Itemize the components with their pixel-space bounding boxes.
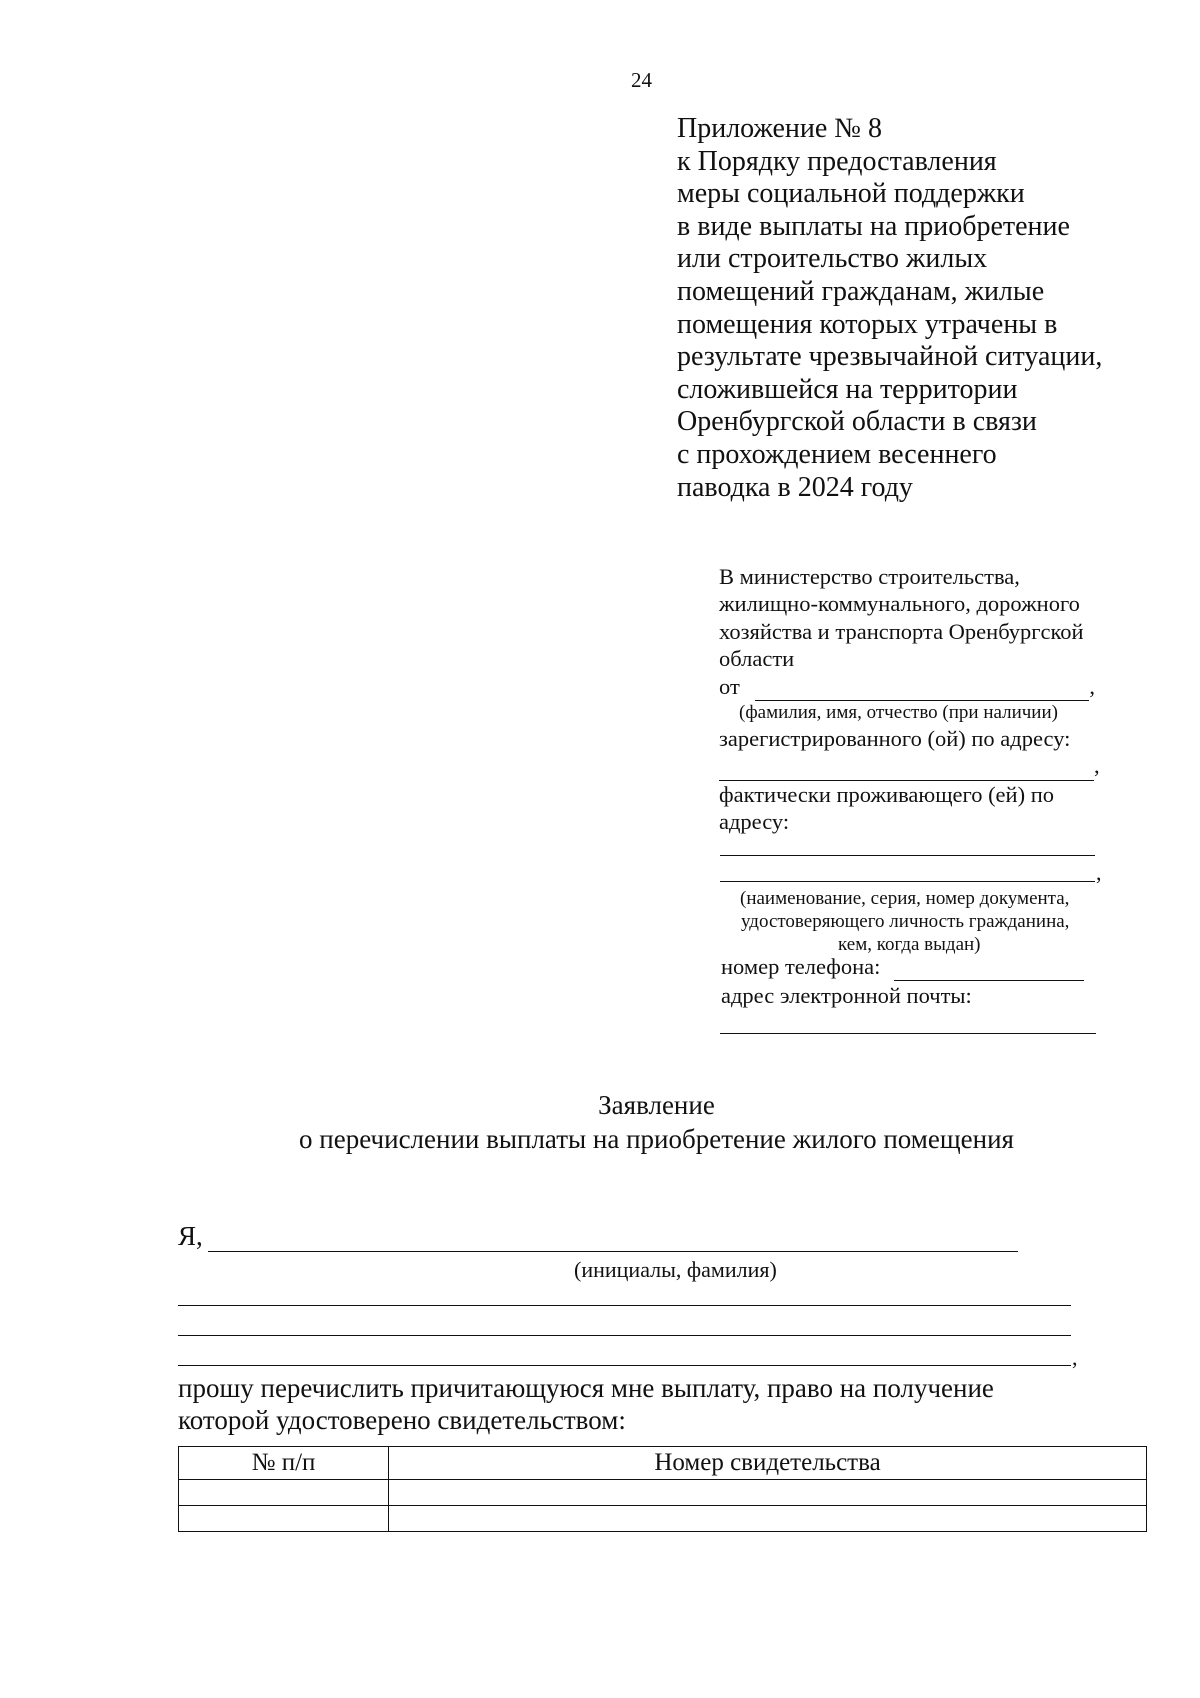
email-field[interactable]: [720, 1033, 1096, 1034]
email-label: адрес электронной почты:: [721, 983, 972, 1008]
actual-address-label: адресу:: [719, 809, 790, 835]
appendix-line: сложившейся на территории: [677, 373, 1018, 405]
comma: ,: [1094, 753, 1100, 779]
appendix-line: помещений гражданам, жилые: [677, 275, 1045, 307]
document-subtitle: о перечислении выплаты на приобретение жилого помещения: [299, 1124, 1014, 1154]
table-cell[interactable]: [179, 1480, 389, 1506]
appendix-line: помещения которых утрачены в: [677, 308, 1058, 340]
appendix-line: или строительство жилых: [677, 243, 988, 275]
request-text: прошу перечислить причитающуюся мне выплату, право на получение: [178, 1373, 994, 1403]
phone-row: [721, 954, 1084, 981]
table-cell[interactable]: [389, 1506, 1147, 1532]
document-caption-line: кем, когда выдан): [838, 934, 981, 955]
phone-field[interactable]: [894, 954, 1084, 981]
column-header-number: № п/п: [179, 1447, 389, 1480]
applicant-initials-field[interactable]: [208, 1251, 1018, 1252]
appendix-line: паводка в 2024 году: [677, 471, 913, 503]
column-header-certificate: Номер свидетельства: [389, 1447, 1147, 1480]
appendix-line: Приложение № 8: [677, 113, 882, 144]
details-line-2[interactable]: [178, 1335, 1071, 1336]
from-row: [719, 673, 1100, 701]
comma: ,: [1089, 673, 1096, 699]
document-caption-line: удостоверяющего личность гражданина,: [741, 911, 1070, 932]
details-line-3[interactable]: [178, 1365, 1071, 1366]
addressee-line: хозяйства и транспорта Оренбургской: [719, 618, 1084, 644]
appendix-line: результате чрезвычайной ситуации,: [677, 341, 1103, 373]
appendix-line: меры социальной поддержки: [677, 178, 1025, 210]
document-caption: [740, 887, 1069, 956]
applicant-name-field[interactable]: [755, 673, 1089, 701]
actual-address-line-1[interactable]: [720, 855, 1095, 856]
appendix-line: в виде выплаты на приобретение: [677, 210, 1070, 242]
comma: ,: [1072, 1345, 1078, 1370]
table-row: [179, 1480, 1147, 1506]
document-caption-line: (наименование, серия, номер документа,: [740, 888, 1070, 909]
addressee-line: жилищно-коммунального, дорожного: [719, 591, 1080, 617]
table-row: [179, 1506, 1147, 1532]
certificate-table: [178, 1446, 1147, 1532]
actual-address-label: фактически проживающего (ей) по: [719, 781, 1054, 807]
addressee-line: В министерство строительства,: [719, 564, 1020, 589]
appendix-header: [677, 113, 1102, 504]
registered-address-field[interactable]: [719, 752, 1094, 780]
table-cell[interactable]: [389, 1480, 1147, 1506]
addressee-line: области: [719, 646, 795, 672]
addressee-block: [719, 563, 1100, 836]
table-header-row: [179, 1447, 1147, 1480]
actual-address-line-2[interactable]: [720, 881, 1095, 882]
registered-address-row: [719, 752, 1100, 780]
comma: ,: [1096, 860, 1102, 885]
details-line-1[interactable]: [178, 1305, 1071, 1306]
document-title: Заявление: [598, 1090, 715, 1120]
registered-label: зарегистрированного (ой) по адресу:: [719, 726, 1071, 752]
name-caption: (фамилия, имя, отчество (при наличии): [739, 702, 1058, 724]
phone-label: номер телефона:: [721, 954, 881, 979]
request-text: которой удостоверено свидетельством:: [178, 1405, 626, 1435]
i-label: Я,: [178, 1221, 203, 1251]
table-cell[interactable]: [179, 1506, 389, 1532]
page-number: 24: [631, 68, 652, 92]
appendix-line: с прохождением весеннего: [677, 438, 997, 470]
appendix-line: к Порядку предоставления: [677, 145, 997, 177]
from-label: от: [719, 673, 740, 699]
initials-caption: (инициалы, фамилия): [574, 1257, 777, 1282]
appendix-line: Оренбургской области в связи: [677, 406, 1037, 438]
